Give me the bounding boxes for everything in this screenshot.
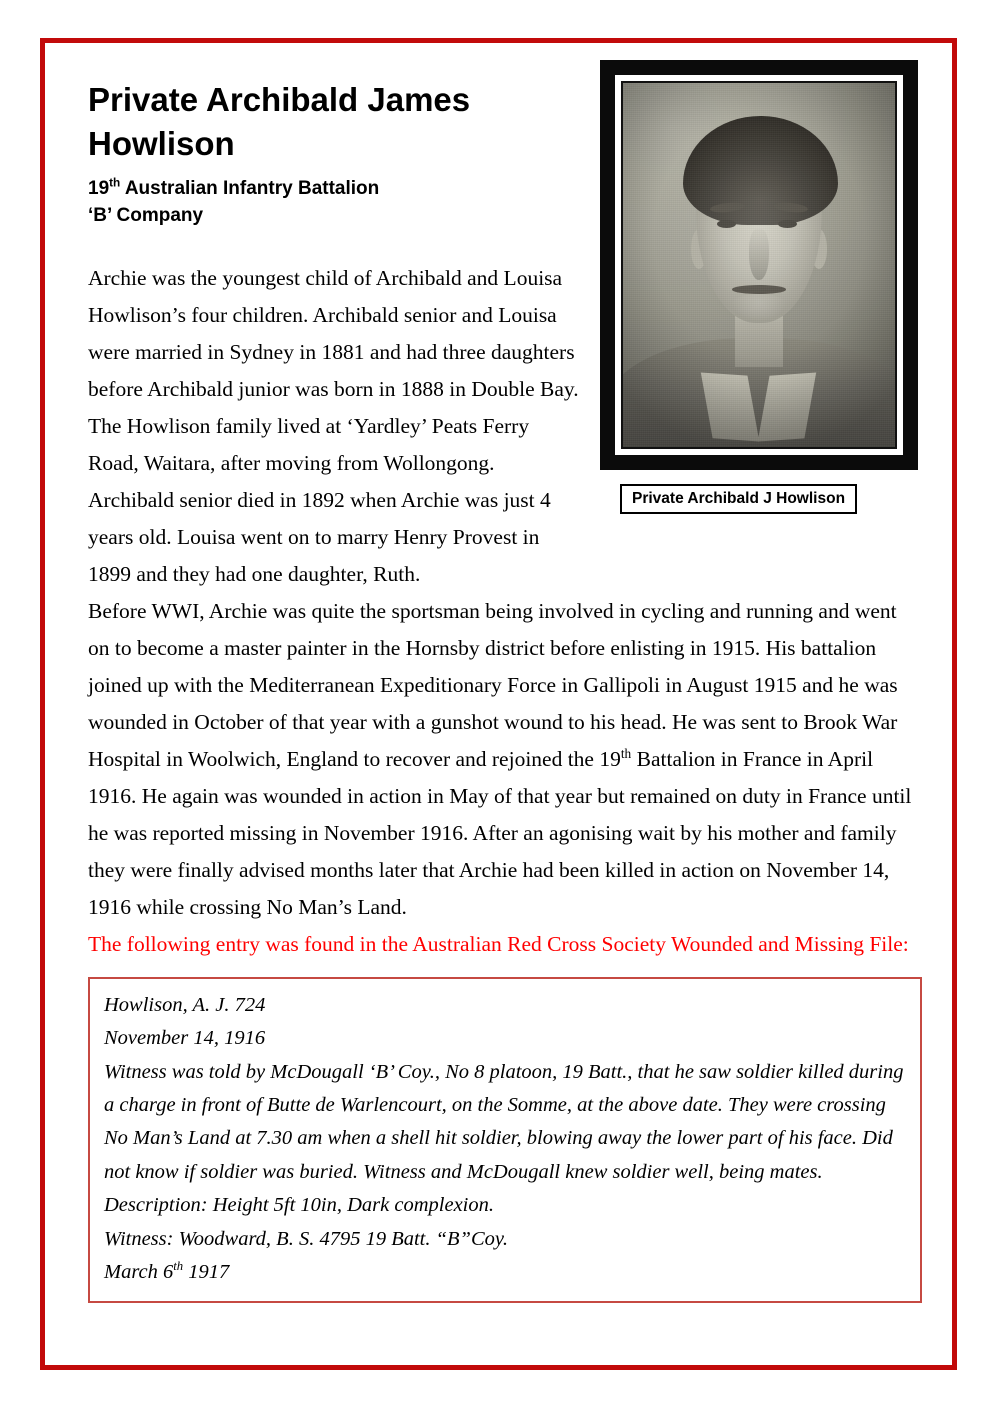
company-label: ‘B’ Company <box>88 205 204 227</box>
document-content <box>88 78 918 1303</box>
unit-name: Australian Infantry Battalion <box>120 178 380 200</box>
entry-line-date: November 14, 1916 <box>104 1027 266 1050</box>
report-date-prefix: March 6 <box>104 1261 174 1284</box>
photo-caption: Private Archibald J Howlison <box>620 484 857 514</box>
portrait-photograph <box>621 81 897 449</box>
report-date-year: 1917 <box>183 1261 230 1284</box>
unit-ordinal-suffix: th <box>109 177 121 191</box>
report-date-ordinal-suffix: th <box>173 1259 184 1274</box>
photo-frame <box>600 60 918 470</box>
unit-number: 19 <box>88 178 110 200</box>
red-cross-intro-text: The following entry was found in the Australian Red Cross Society Wounded and Missing File: <box>88 931 909 956</box>
entry-line-witness-statement: Witness was told by McDougall ‘B’ Coy., No 8 platoon, 19 Batt., that he saw soldier killed during a charge in front of Butte de Warlencourt, on the Somme, at the above date. They were crossing No Man’s Land at 7.30 am when a shell hit soldier, blowing away the lower part of his face. Did not know if soldier was buried. Witness and McDougall knew soldier well, being mates. <box>104 1060 904 1183</box>
entry-line-witness: Witness: Woodward, B. S. 4795 19 Batt. “B”Coy. <box>104 1227 508 1250</box>
photo-mat <box>615 75 903 455</box>
battalion-ordinal-suffix: th <box>620 745 632 761</box>
paragraph-2-text-a: Before WWI, Archie was quite the sportsman being involved in cycling and running and went on to become a master painter in the Hornsby district before enlisting in 1915. His battalion joined up with the Mediterranean Expeditionary Force in Gallipoli in August 1915 and he was wounded in October of that year with a gunshot wound to his head. He was sent to Brook War Hospital in Woolwich, England to recover and rejoined the 19 <box>88 599 898 771</box>
entry-line-report-date <box>104 1256 906 1289</box>
entry-line-name: Howlison, A. J. 724 <box>104 993 266 1016</box>
portrait-photo-block <box>600 60 918 514</box>
biography-paragraph-1: Archie was the youngest child of Archibald and Louisa Howlison’s four children. Archibald senior and Louisa were married in Sydney in 1881 and had three daughters before Archibald junior was born in 1888 in Double Bay. The Howlison family lived at ‘Yardley’ Peats Ferry Road, Waitara, after moving from Wollongong. Archibald senior died in 1892 when Archie was just 4 years old. Louisa went on to marry Henry Provest in 1899 and they had one daughter, Ruth. <box>88 266 579 587</box>
page-title: Private Archibald James Howlison <box>88 81 471 163</box>
entry-line-description: Description: Height 5ft 10in, Dark complexion. <box>104 1194 495 1217</box>
photo-grain-texture <box>623 83 895 447</box>
unit-subtitle <box>88 176 558 230</box>
red-cross-entry-box <box>88 977 922 1304</box>
paragraph-2-text-b: Battalion in France in April 1916. He again was wounded in action in May of that year but remained on duty in France until he was reported missing in November 1916. After an agonising wait by his mother and family they were finally advised months later that Archie had been killed in action on November 14, 1916 while crossing No Man’s Land. <box>88 746 912 919</box>
biography-paragraph-2 <box>88 593 918 926</box>
